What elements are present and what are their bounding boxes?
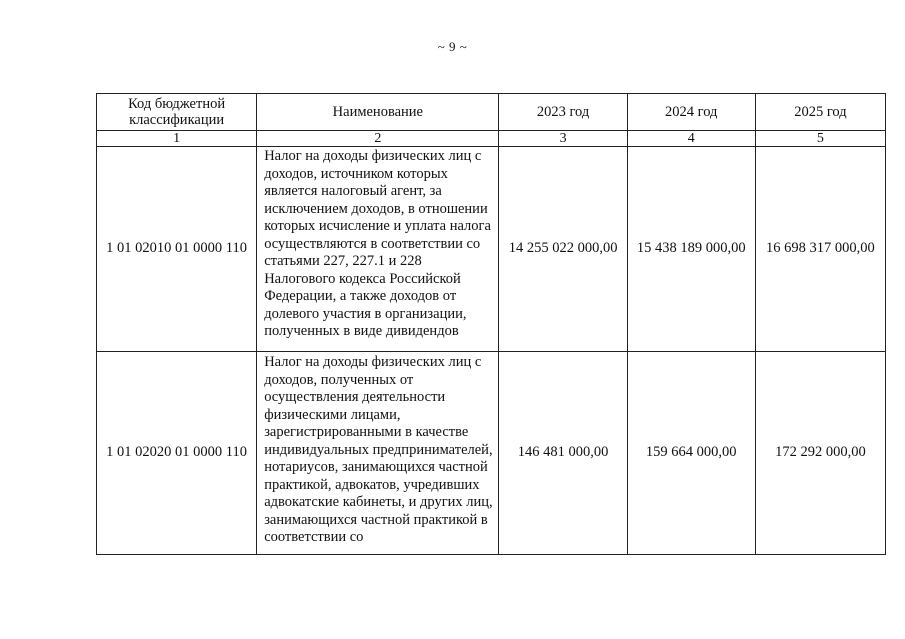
index-cell: 5 — [755, 131, 885, 147]
table-header-row — [97, 94, 886, 131]
amount-2025-cell: 16 698 317 000,00 — [755, 147, 885, 352]
header-2025: 2025 год — [755, 94, 885, 131]
header-2023: 2023 год — [499, 94, 627, 131]
index-cell: 1 — [97, 131, 257, 147]
budget-table — [96, 93, 886, 555]
name-cell: Налог на доходы физических лиц с доходов, полученных от осуществления деятельности физическими лицами, зарегистрированными в качестве индивидуальных предпринимателей, нотариусов, занимающихся частной практикой, адвокатов, учредивших адвокатские кабинеты, и других лиц, занимающихся частной практикой в соответствии со — [257, 352, 499, 555]
name-cell: Налог на доходы физических лиц с доходов, источником которых является налоговый агент, за исключением доходов, в отношении которых исчисление и уплата налога осуществляются в соответствии со статьями 227, 227.1 и 228 Налогового кодекса Российской Федерации, а также доходов от долевого участия в организации, полученных в виде дивидендов — [257, 147, 499, 352]
amount-2023-cell: 14 255 022 000,00 — [499, 147, 627, 352]
table-row — [97, 147, 886, 352]
budget-code-cell: 1 01 02020 01 0000 110 — [97, 352, 257, 555]
amount-2025-cell: 172 292 000,00 — [755, 352, 885, 555]
page-number: ~ 9 ~ — [437, 39, 468, 54]
header-code: Код бюджетной классификации — [97, 94, 257, 131]
amount-2024-cell: 15 438 189 000,00 — [627, 147, 755, 352]
budget-code-cell: 1 01 02010 01 0000 110 — [97, 147, 257, 352]
amount-2023-cell: 146 481 000,00 — [499, 352, 627, 555]
header-2024: 2024 год — [627, 94, 755, 131]
index-cell: 3 — [499, 131, 627, 147]
index-cell: 2 — [257, 131, 499, 147]
amount-2024-cell: 159 664 000,00 — [627, 352, 755, 555]
index-cell: 4 — [627, 131, 755, 147]
table-row — [97, 352, 886, 555]
table-index-row — [97, 131, 886, 147]
header-name: Наименование — [257, 94, 499, 131]
